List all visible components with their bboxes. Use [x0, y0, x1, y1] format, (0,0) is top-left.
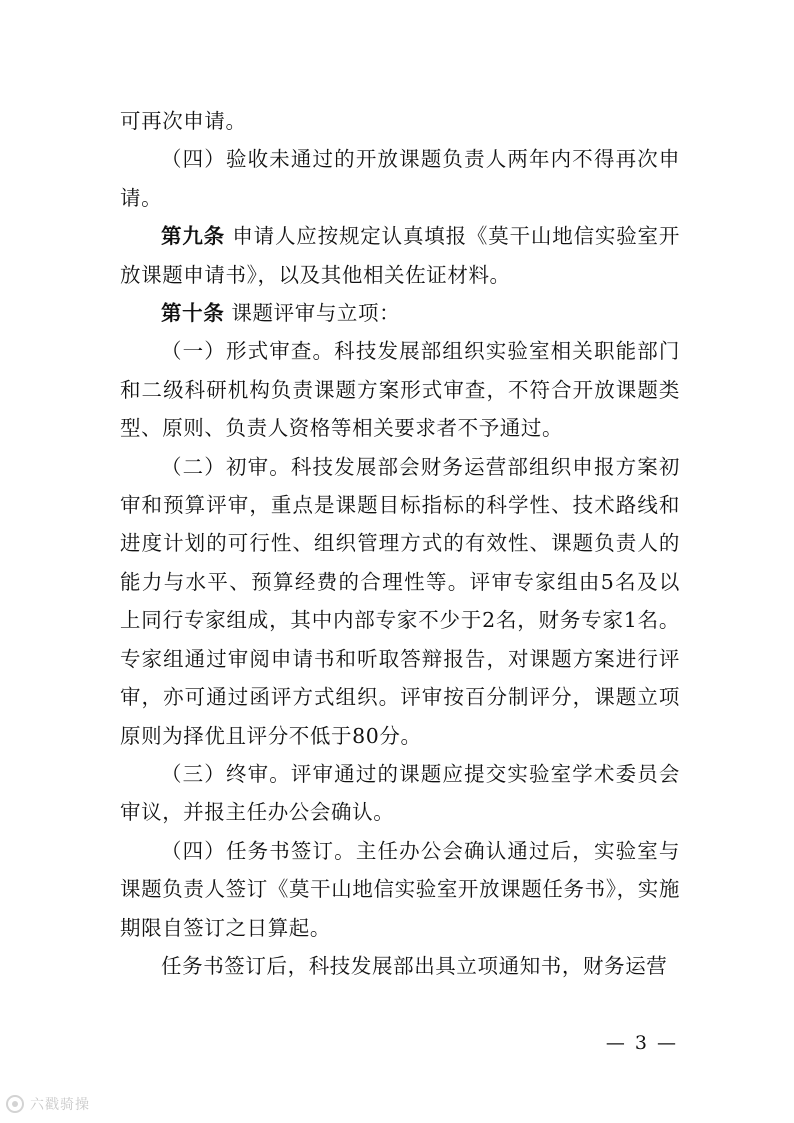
- paragraph-text: 任务书签订后，科技发展部出具立项通知书，财务运营: [161, 953, 668, 978]
- article-number: 第九条: [161, 224, 225, 249]
- paragraph-text: （一）形式审查。科技发展部组织实验室相关职能部门和二级科研机构负责课题方案形式审查，不符合开放课题类型、原则、负责人资格等相关要求者不予通过。: [120, 339, 680, 441]
- paragraph: [120, 140, 680, 217]
- paragraph: [120, 102, 680, 140]
- article-number: 第十条: [161, 301, 225, 326]
- paragraph: [120, 947, 680, 985]
- paragraph-text: 申请人应按规定认真填报《莫干山地信实验室开放课题申请书》，以及其他相关佐证材料。: [120, 224, 680, 287]
- paragraph-text: （四）验收未通过的开放课题负责人两年内不得再次申请。: [120, 147, 680, 210]
- article-paragraph: [120, 217, 680, 294]
- watermark: [6, 1094, 90, 1114]
- document-body: [120, 102, 680, 985]
- paragraph-text: 可再次申请。: [120, 109, 247, 133]
- eye-logo-icon: [6, 1095, 24, 1113]
- paragraph-text: 课题评审与立项：: [224, 301, 401, 326]
- paragraph: [120, 755, 680, 832]
- paragraph: [120, 832, 680, 947]
- page-number: — 3 —: [605, 1032, 678, 1054]
- paragraph: [120, 448, 680, 755]
- paragraph-text: （四）任务书签订。主任办公会确认通过后，实验室与课题负责人签订《莫干山地信实验室开放课题任务书》，实施期限自签订之日算起。: [120, 838, 680, 940]
- paragraph-text: （二）初审。科技发展部会财务运营部组织申报方案初审和预算评审，重点是课题目标指标的科学性、技术路线和进度计划的可行性、组织管理方式的有效性、课题负责人的能力与水平、预算经费的合理性等。评审专家组由5名及以上同行专家组成，其中内部专家不少于2名，财务专家1名。专家组通过审阅申请书和听取答辩报告，对课题方案进行评审，亦可通过函评方式组织。评审按百分制评分，课题立项原则为择优且评分不低于80分。: [120, 454, 680, 748]
- article-paragraph: [120, 294, 680, 332]
- watermark-text: 六戳骑操: [30, 1097, 90, 1113]
- paragraph: [120, 332, 680, 447]
- paragraph-text: （三）终审。评审通过的课题应提交实验室学术委员会审议，并报主任办公会确认。: [120, 761, 680, 825]
